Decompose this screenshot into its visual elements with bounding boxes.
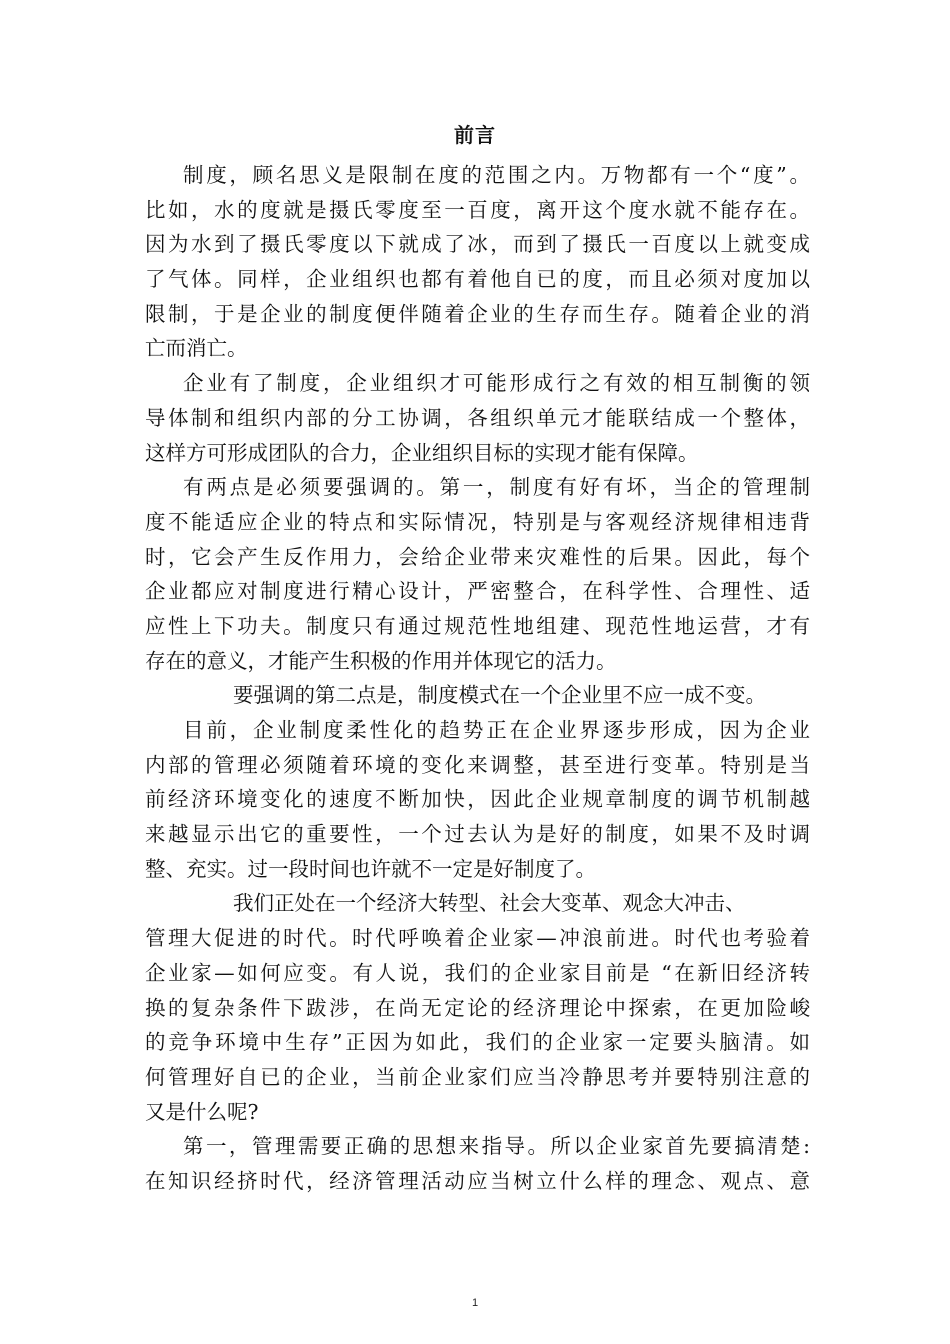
text-line: 因为水到了摄氏零度以下就成了冰，而到了摄氏一百度以上就变成 <box>145 232 810 257</box>
page-title: 前言 <box>454 123 496 147</box>
text-line: 来越显示出它的重要性，一个过去认为是好的制度，如果不及时调 <box>145 822 810 847</box>
text-line: 又是什么呢? <box>145 1099 259 1124</box>
text-line: 第一，管理需要正确的思想来指导。所以企业家首先要搞清楚: <box>183 1134 810 1159</box>
text-line: 这样方可形成团队的合力，企业组织目标的实现才能有保障。 <box>145 440 699 465</box>
text-line: 何管理好自已的企业，当前企业家们应当冷静思考并要特别注意的 <box>145 1064 810 1089</box>
text-line: 要强调的第二点是，制度模式在一个企业里不应一成不变。 <box>233 683 766 708</box>
body-text <box>145 158 810 1199</box>
text-line: 比如，水的度就是摄氏零度至一百度，离开这个度水就不能存在。 <box>145 197 810 222</box>
text-line: 内部的管理必须随着环境的变化来调整，甚至进行变革。特别是当 <box>145 752 810 777</box>
text-line: 我们正处在一个经济大转型、社会大变革、观念大冲击、 <box>233 891 746 916</box>
text-line: 换的复杂条件下跋涉，在尚无定论的经济理论中探索，在更加险峻 <box>145 995 810 1020</box>
text-line: 应性上下功夫。制度只有通过规范性地组建、现范性地运营，才有 <box>145 613 810 638</box>
text-line: 亡而消亡。 <box>145 336 248 361</box>
text-line: 企业有了制度，企业组织才可能形成行之有效的相互制衡的领 <box>183 371 810 396</box>
text-line: 导体制和组织内部的分工协调，各组织单元才能联结成一个整体， <box>145 405 810 430</box>
page-number: 1 <box>471 1297 479 1309</box>
text-line: 整、充实。过一段时间也许就不一定是好制度了。 <box>145 856 596 881</box>
text-line: 在知识经挤时代，经济管理活动应当树立什么样的理念、观点、意 <box>145 1168 810 1193</box>
text-line: 度不能适应企业的特点和实际情况，特别是与客观经济规律相违背 <box>145 509 810 534</box>
text-line: 管理大促进的时代。时代呼唤着企业家—冲浪前进。时代也考验着 <box>145 926 810 951</box>
text-line: 目前，企业制度柔性化的趋势正在企业界逐步形成，因为企业 <box>183 718 810 742</box>
text-line: 时，它会产生反作用力，会给企业带来灾难性的后果。因此，每个 <box>145 544 810 569</box>
text-line: 前经济环境变化的速度不断加快，因此企业规章制度的调节机制越 <box>145 787 810 812</box>
text-line: 限制，于是企业的制度便伴随着企业的生存而生存。随着企业的消 <box>145 301 810 326</box>
text-line: 存在的意义，才能产生积极的作用并体现它的活力。 <box>145 648 617 673</box>
text-line: 了气体。同样，企业组织也都有着他自已的度，而且必须对度加以 <box>145 267 810 292</box>
text-line: 的竞争环境中生存”正因为如此，我们的企业家一定要头脑清。如 <box>145 1030 810 1055</box>
text-line: 有两点是必须要强调的。第一，制度有好有坏，当企的管理制 <box>183 475 810 500</box>
text-line: 企业都应对制度进行精心设计，严密整合，在科学性、合理性、适 <box>145 579 810 604</box>
text-line: 制度，顾名思义是限制在度的范围之内。万物都有一个“度”。 <box>183 163 810 187</box>
text-line: 企业家—如何应变。有人说，我们的企业家目前是 “在新旧经济转 <box>145 960 810 985</box>
